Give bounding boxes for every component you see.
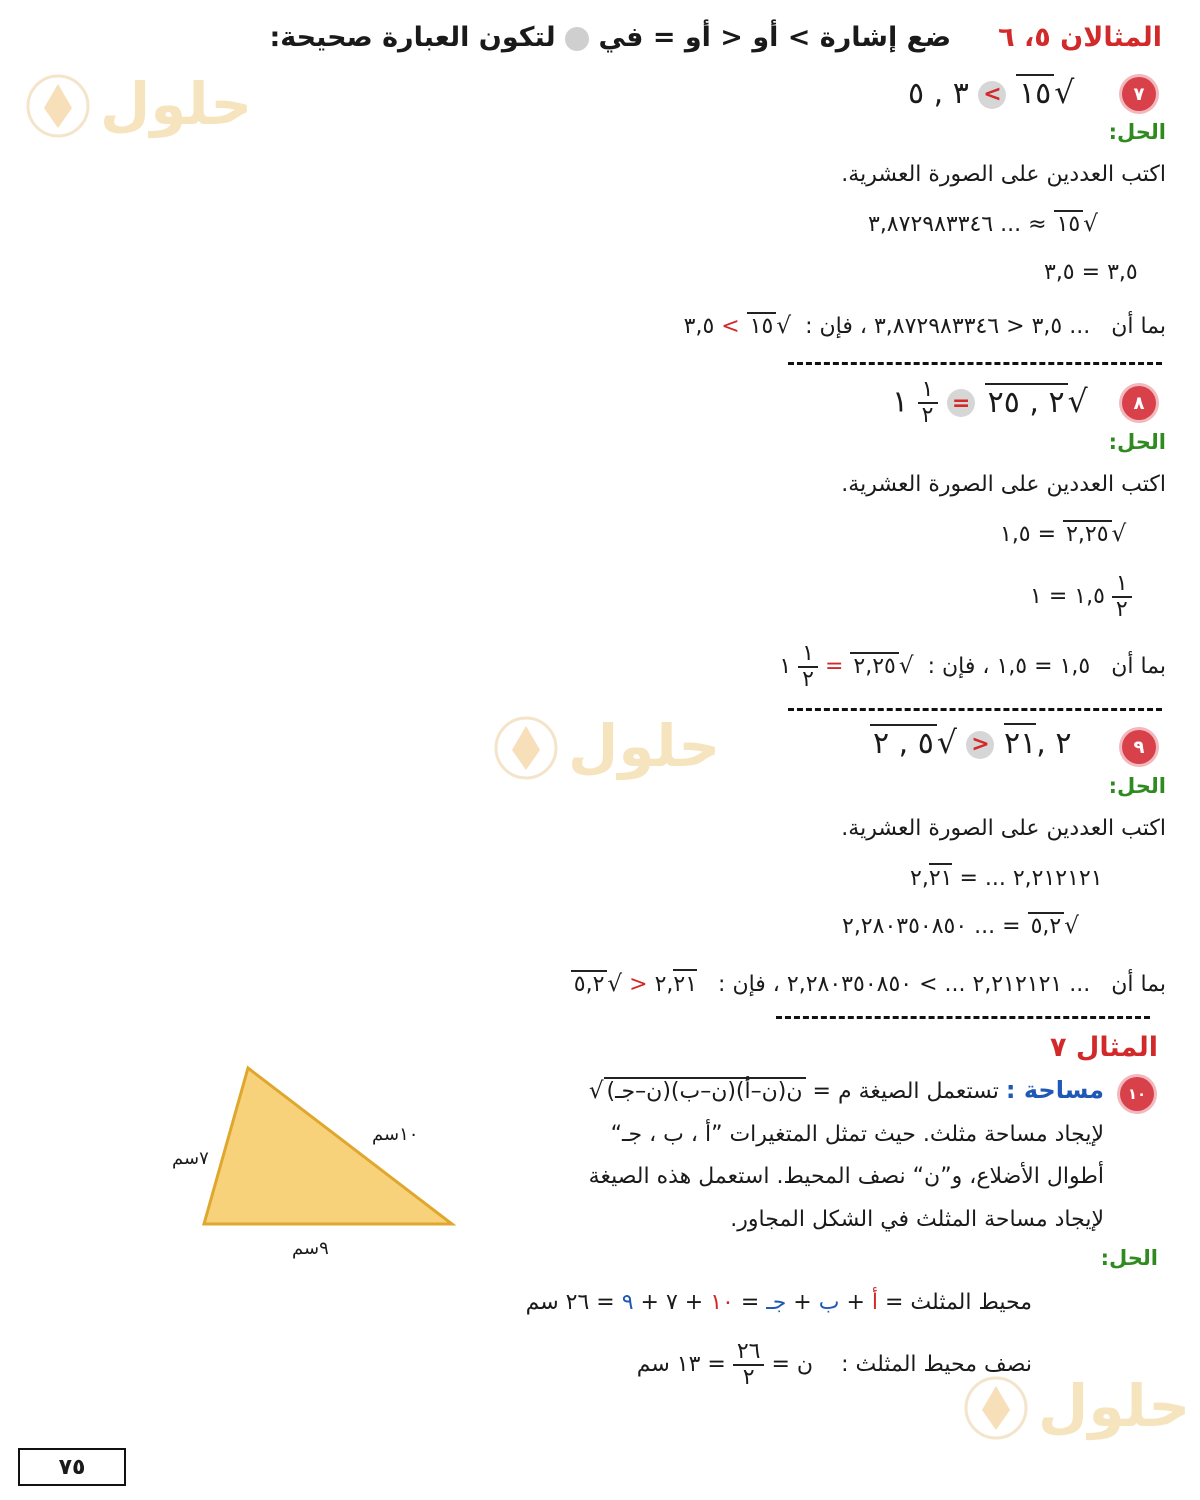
watermark-middle (492, 712, 721, 784)
header-instruction-b: لتكون العبارة صحيحة: (269, 22, 556, 53)
p7-line1: ٣,٨٧٢٩٨٣٣٤٦ ... ≈ ١٥ √ (868, 211, 1098, 237)
divider-1 (788, 362, 1162, 365)
p8-line2: ١,٥ = ١ $\frac{١}{٢}$ (1030, 572, 1132, 622)
p9-solution-label: الحل: (1108, 774, 1166, 798)
p8-line1: ١,٥ = ٢,٢٥ √ (1000, 521, 1127, 547)
header-instruction-a: ضع إشارة > أو < أو = في (598, 22, 952, 53)
triangle-side-left-label: ٧سم (172, 1148, 209, 1169)
p7-write-decimal: اكتب العددين على الصورة العشرية. (841, 162, 1166, 187)
divider-3 (776, 1016, 1150, 1019)
watermark-top (24, 70, 253, 142)
placeholder-circle-icon (565, 27, 589, 51)
p8-solution-label: الحل: (1108, 430, 1166, 454)
p7-left-value: ٣ , ٥ (908, 76, 969, 111)
problem-9-badge: ٩ (1122, 730, 1156, 764)
problem-7-expression (908, 74, 1074, 111)
problem-7-badge: ٧ (1122, 77, 1156, 111)
p9-line1: ٢,٢١٢١٢١ ... = ٢,٢١ (910, 866, 1103, 891)
p9-symbol: > (966, 731, 994, 759)
watermark-text: حلول (568, 712, 721, 780)
p10-line2: لإيجاد مساحة مثلث. حيث تمثل المتغيرات ”أ ، ب ، جـ“ (610, 1122, 1104, 1147)
problem-8-badge: ٨ (1122, 386, 1156, 420)
triangle-shape (204, 1068, 452, 1224)
p7-symbol: < (978, 81, 1006, 109)
p8-write-decimal: اكتب العددين على الصورة العشرية. (841, 472, 1166, 497)
triangle-side-bottom-label: ٩سم (292, 1238, 329, 1259)
p9-write-decimal: اكتب العددين على الصورة العشرية. (841, 816, 1166, 841)
p10-line1: مساحة : تستعمل الصيغة م = √ ن(ن–أ)(ن–ب)(ن–جـ) (588, 1076, 1104, 1104)
problem-8-expression: ١ $\frac{١}{٢}$ = ٢ , ٢٥ √ (892, 377, 1088, 429)
p7-radical: ١٥ √ (1016, 74, 1074, 111)
p10-solution-label: الحل: (1100, 1246, 1158, 1270)
header-row (270, 22, 1163, 53)
page-number: ٧٥ (58, 1454, 86, 1480)
example-7-label: المثال ٧ (1050, 1032, 1158, 1063)
problem-9-expression: ٥ , ٢ √ > ٢ ,٢١ (870, 724, 1071, 761)
p8-conclusion: بما أن ١,٥ = ١,٥ ، فإن : ١ $\frac{١}{٢}$ = ٢,٢٥ √ (779, 641, 1166, 693)
p9-conclusion: بما أن ٢,٢١٢١٢١ ... > ٢,٢٨٠٣٥٠٨٥٠ ... ، فإن : ٥,٢ √ > ٢,٢١ (571, 970, 1166, 997)
p10-line4: لإيجاد مساحة المثلث في الشكل المجاور. (730, 1207, 1104, 1232)
triangle-side-top-label: ١٠سم (372, 1124, 419, 1145)
p10-line3: أطوال الأضلاع، و”ن“ نصف المحيط. استعمل هذه الصيغة (588, 1164, 1104, 1189)
divider-2 (788, 708, 1162, 711)
p8-symbol: = (947, 389, 975, 417)
p7-solution-label: الحل: (1108, 120, 1166, 144)
watermark-text: حلول (1038, 1372, 1191, 1440)
page-number-box (18, 1448, 126, 1486)
problem-10-badge: ١٠ (1120, 1077, 1154, 1111)
half-perimeter-line: نصف محيط المثلث : ن = $\frac{٢٦}{٢}$ = ١٣ سم (636, 1339, 1032, 1391)
header-label: المثالان ٥، ٦ (998, 22, 1162, 53)
p7-line2: ٣,٥ = ٣,٥ (1044, 260, 1138, 285)
watermark-text: حلول (100, 70, 253, 138)
p9-line2: ٢,٢٨٠٣٥٠٨٥٠ ... = ٥,٢ √ (842, 913, 1079, 939)
perimeter-line: محيط المثلث = أ + ب + جـ = ١٠ + ٧ + ٩ = ٢٦ سم (525, 1290, 1032, 1315)
p7-conclusion: بما أن ٣,٥ < ٣,٨٧٢٩٨٣٣٤٦ ... ، فإن : ٣,٥ < ١٥ √ (683, 313, 1166, 339)
